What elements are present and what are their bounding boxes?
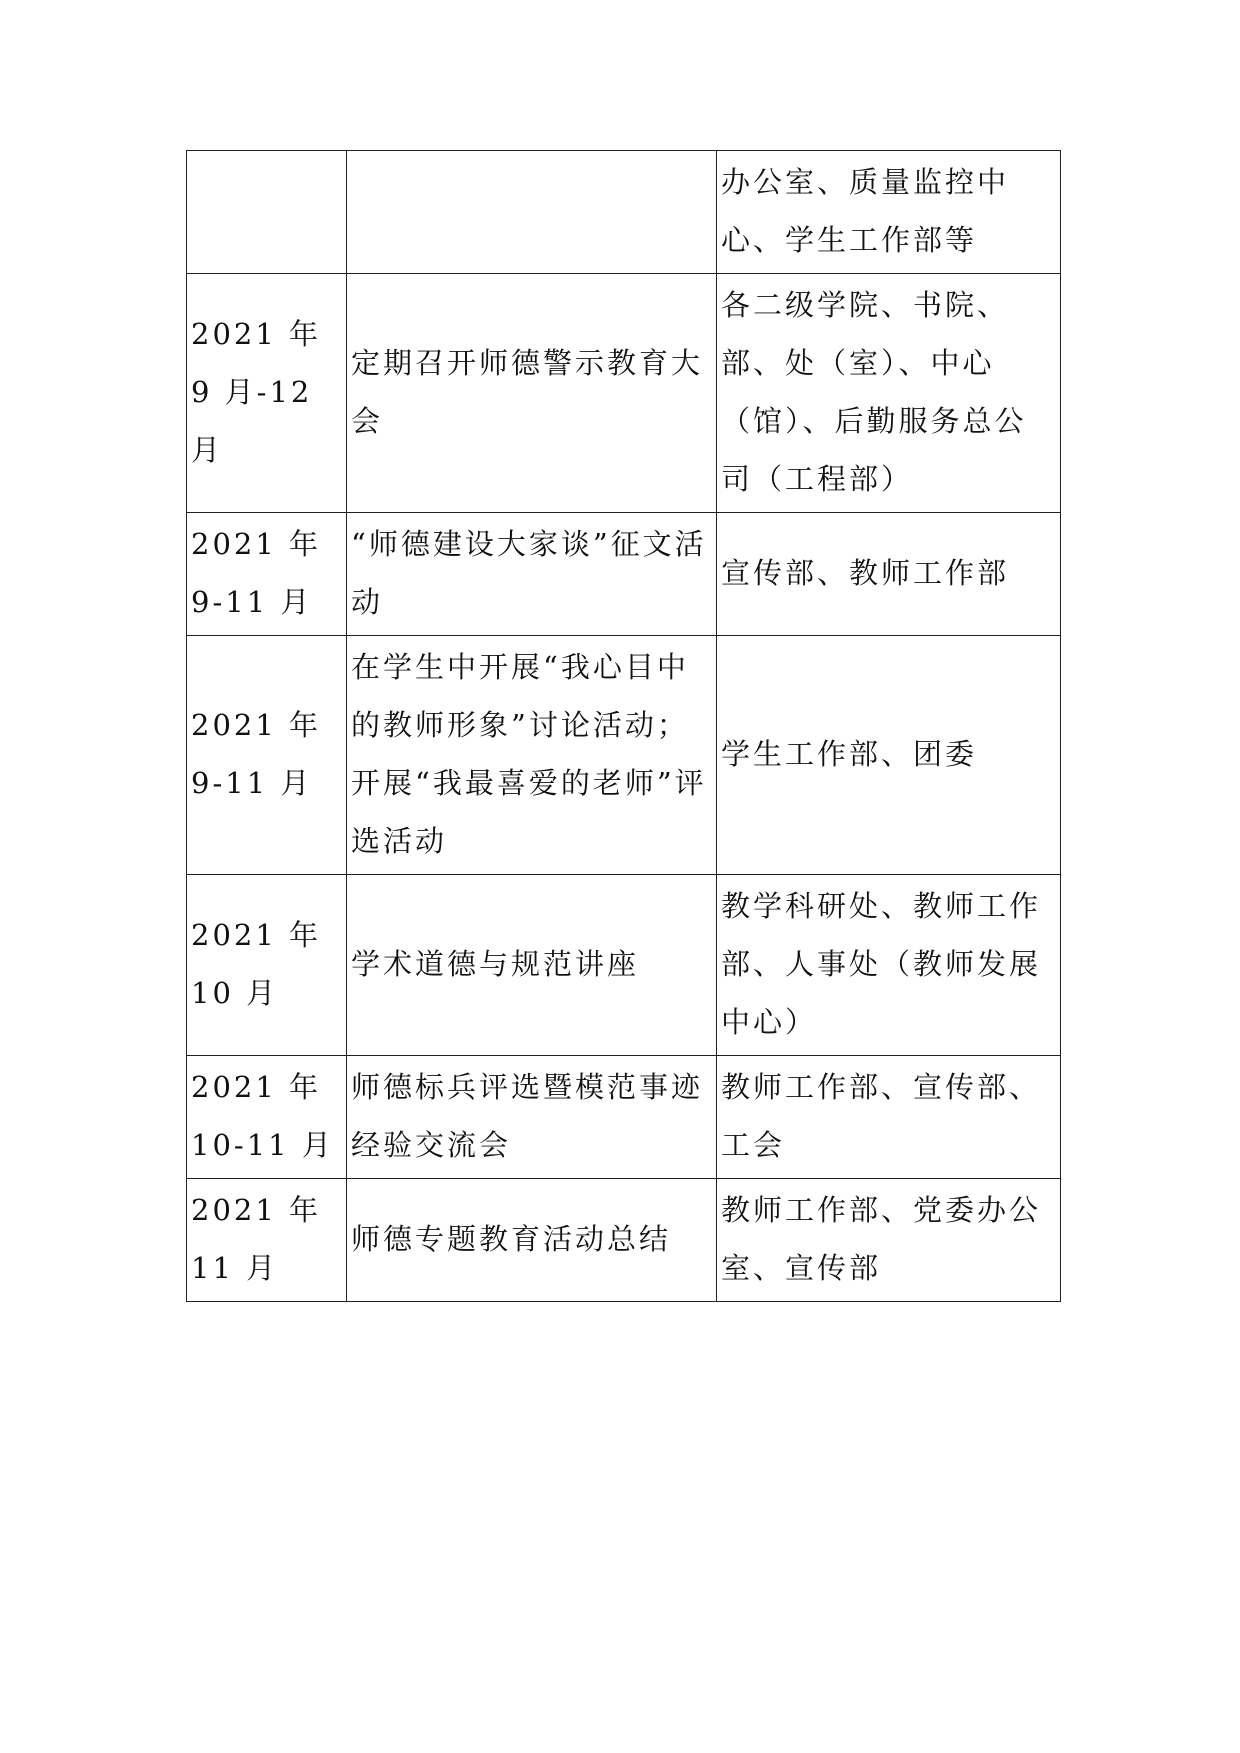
table-row <box>187 513 1061 636</box>
table-row <box>187 274 1061 513</box>
activity-cell: 师德专题教育活动总结 <box>347 1179 717 1302</box>
date-cell: 2021 年 9-11 月 <box>187 513 347 636</box>
department-cell: 教学科研处、教师工作部、人事处（教师发展中心） <box>717 875 1061 1056</box>
activity-cell: 学术道德与规范讲座 <box>347 875 717 1056</box>
table-row <box>187 636 1061 875</box>
date-cell <box>187 151 347 274</box>
department-cell: 教师工作部、宣传部、工会 <box>717 1056 1061 1179</box>
date-cell: 2021 年 11 月 <box>187 1179 347 1302</box>
date-cell: 2021 年 10-11 月 <box>187 1056 347 1179</box>
activity-cell: 师德标兵评选暨模范事迹经验交流会 <box>347 1056 717 1179</box>
table-row <box>187 1056 1061 1179</box>
table-row <box>187 1179 1061 1302</box>
table-row <box>187 875 1061 1056</box>
date-cell: 2021 年 9-11 月 <box>187 636 347 875</box>
activity-cell: 定期召开师德警示教育大会 <box>347 274 717 513</box>
department-cell: 宣传部、教师工作部 <box>717 513 1061 636</box>
date-cell: 2021 年 10 月 <box>187 875 347 1056</box>
activity-schedule-table <box>186 150 1061 1302</box>
activity-cell: 在学生中开展“我心目中的教师形象”讨论活动；开展“我最喜爱的老师”评选活动 <box>347 636 717 875</box>
activity-cell: “师德建设大家谈”征文活动 <box>347 513 717 636</box>
date-cell: 2021 年 9 月-12 月 <box>187 274 347 513</box>
department-cell: 学生工作部、团委 <box>717 636 1061 875</box>
table-row <box>187 151 1061 274</box>
department-cell: 办公室、质量监控中心、学生工作部等 <box>717 151 1061 274</box>
department-cell: 教师工作部、党委办公室、宣传部 <box>717 1179 1061 1302</box>
department-cell: 各二级学院、书院、部、处（室）、中心（馆）、后勤服务总公司（工程部） <box>717 274 1061 513</box>
activity-cell <box>347 151 717 274</box>
